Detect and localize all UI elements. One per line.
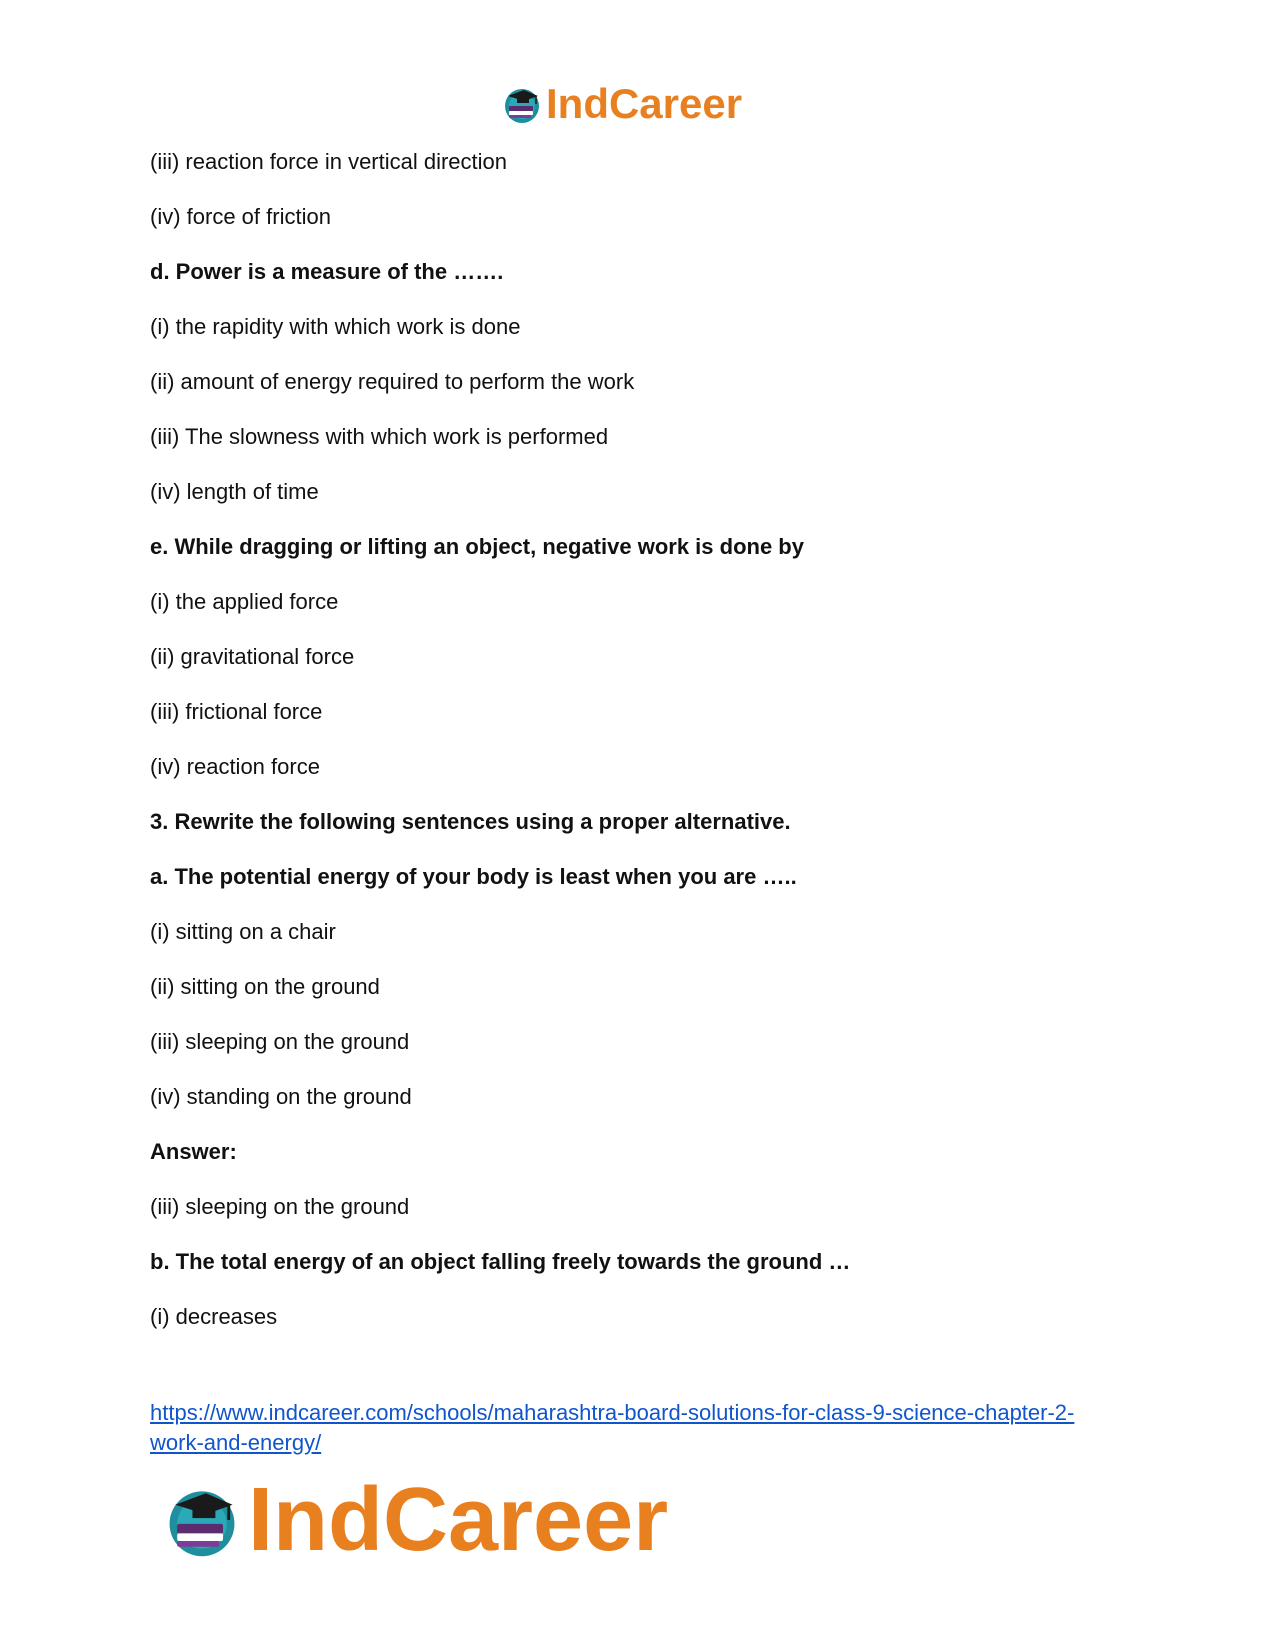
- option-line: (iv) standing on the ground: [150, 1084, 412, 1109]
- brand-name: IndCareer: [546, 80, 743, 127]
- option-line: (iii) The slowness with which work is performed: [150, 424, 609, 449]
- brand-name: IndCareer: [248, 1470, 669, 1570]
- graduation-cap-book-icon: [500, 82, 544, 126]
- option-line: (iv) reaction force: [150, 754, 320, 779]
- option-line: (ii) sitting on the ground: [150, 974, 380, 999]
- option-line: (ii) amount of energy required to perform the work: [150, 369, 635, 394]
- question-line: e. While dragging or lifting an object, negative work is done by: [150, 534, 804, 559]
- header-logo[interactable]: [500, 80, 742, 128]
- source-link-line1: https://www.indcareer.com/schools/maharashtra-board-solutions-for-class-9-science-chapter-2-: [150, 1400, 1075, 1425]
- option-line: (iii) sleeping on the ground: [150, 1029, 410, 1054]
- graduation-cap-book-icon: [160, 1478, 244, 1562]
- question-line: b. The total energy of an object falling freely towards the ground …: [150, 1249, 851, 1274]
- document-body: [150, 146, 1130, 1356]
- option-line: (i) the rapidity with which work is done: [150, 314, 521, 339]
- option-line: (i) sitting on a chair: [150, 919, 336, 944]
- question-line: Answer:: [150, 1139, 237, 1164]
- option-line: (iii) reaction force in vertical direction: [150, 149, 508, 174]
- option-line: (iv) length of time: [150, 479, 319, 504]
- question-line: d. Power is a measure of the …….: [150, 259, 504, 284]
- option-line: (iii) sleeping on the ground: [150, 1194, 410, 1219]
- question-line: 3. Rewrite the following sentences using a proper alternative.: [150, 809, 791, 834]
- source-link-block: [150, 1398, 1150, 1458]
- source-link[interactable]: [150, 1400, 1074, 1455]
- option-line: (i) the applied force: [150, 589, 339, 614]
- option-line: (i) decreases: [150, 1304, 278, 1329]
- option-line: (ii) gravitational force: [150, 644, 355, 669]
- question-line: a. The potential energy of your body is least when you are …..: [150, 864, 797, 889]
- option-line: (iii) frictional force: [150, 699, 323, 724]
- footer-logo[interactable]: [160, 1470, 668, 1570]
- source-link-line2: work-and-energy/: [150, 1430, 322, 1455]
- option-line: (iv) force of friction: [150, 204, 331, 229]
